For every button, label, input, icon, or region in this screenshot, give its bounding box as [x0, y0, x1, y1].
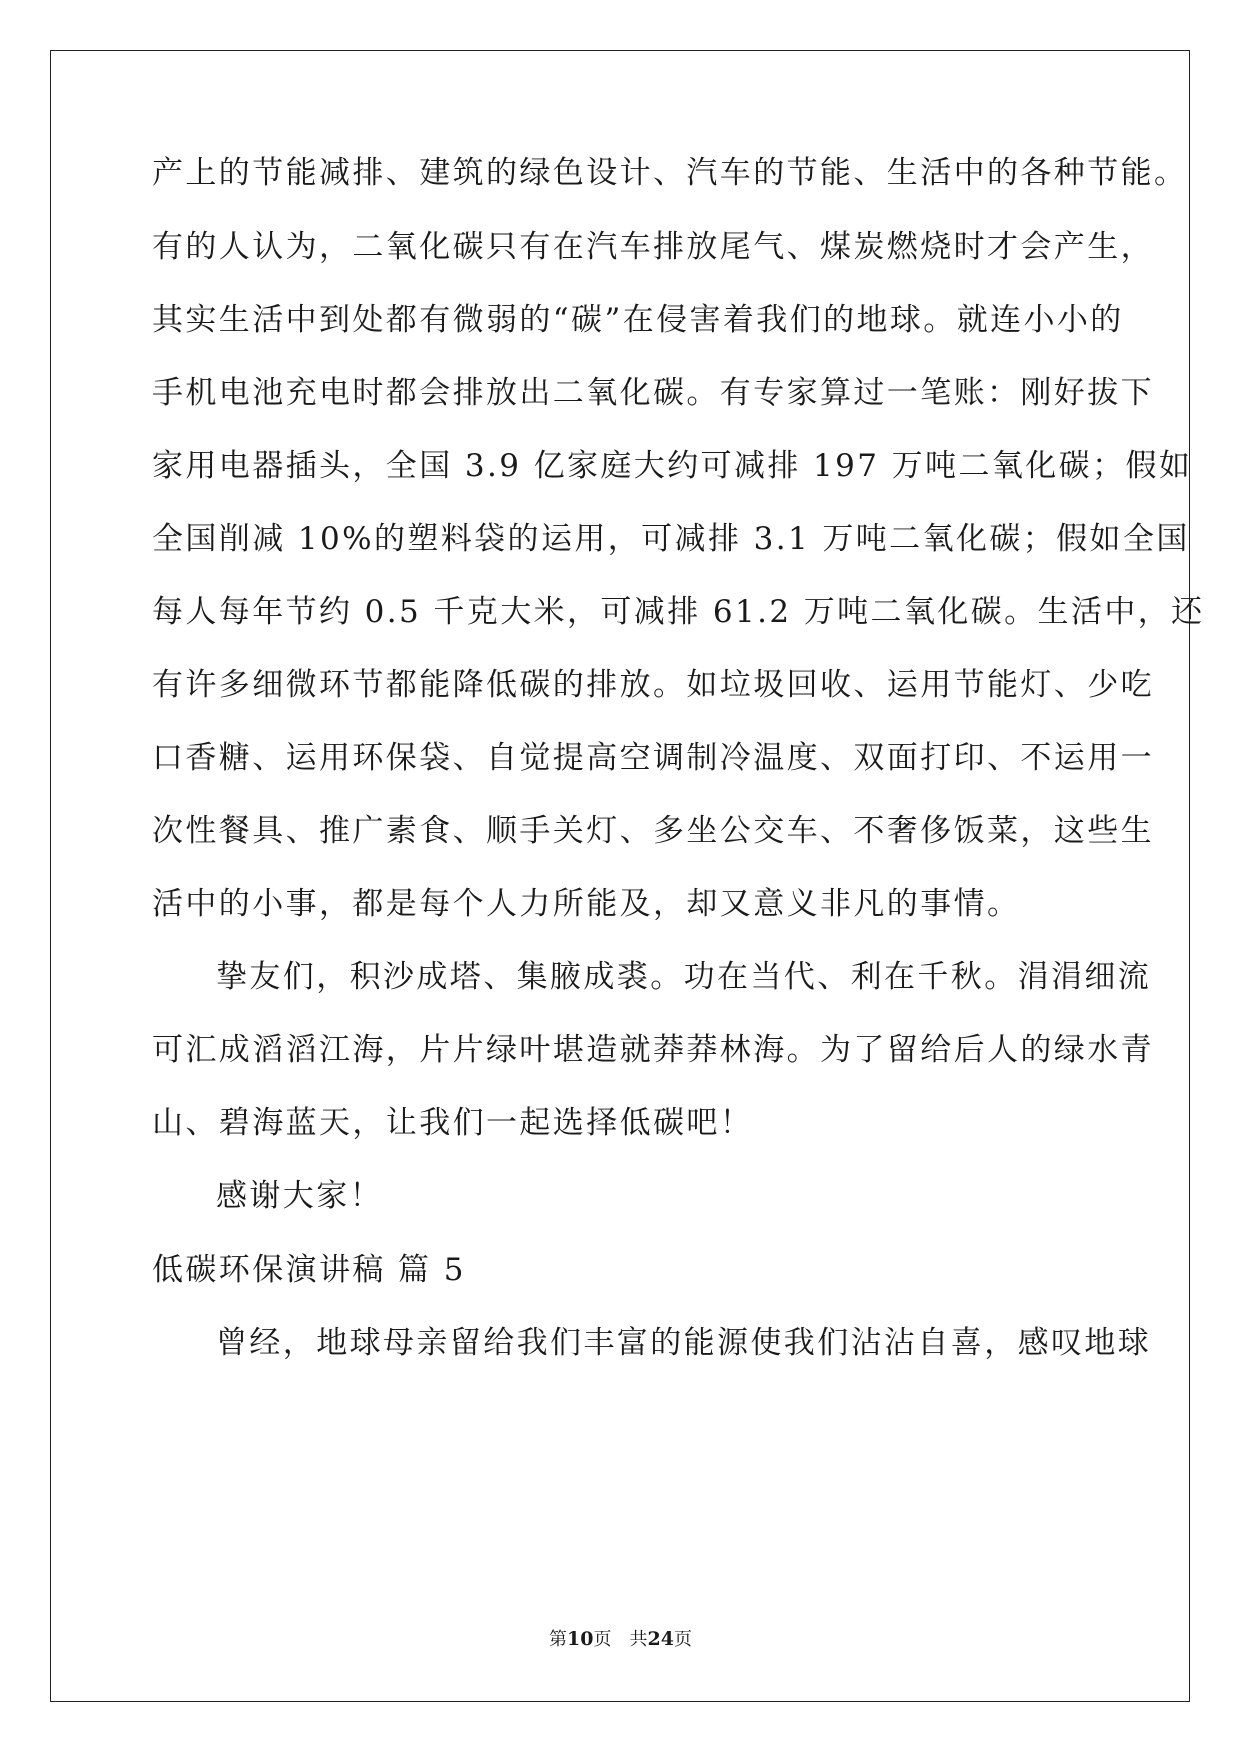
- body-line: 山、碧海蓝天，让我们一起选择低碳吧！: [152, 1105, 754, 1141]
- footer-page-prefix: 第: [549, 1629, 568, 1650]
- footer-page-number: 10: [567, 1628, 594, 1650]
- footer-total-pages: 24: [647, 1628, 674, 1650]
- body-line: 产上的节能减排、建筑的绿色设计、汽车的节能、生活中的各种节能。: [152, 155, 1188, 191]
- body-line: 有的人认为，二氧化碳只有在汽车排放尾气、煤炭燃烧时才会产生，: [152, 229, 1154, 265]
- footer-total-prefix: 共: [629, 1629, 648, 1650]
- page-border: [50, 50, 1193, 1702]
- body-line: 其实生活中到处都有微弱的“碳”在侵害着我们的地球。就连小小的: [152, 302, 1124, 338]
- page-footer: [0, 1630, 1241, 1649]
- body-line: 曾经，地球母亲留给我们丰富的能源使我们沾沾自喜，感叹地球: [216, 1325, 1152, 1361]
- body-line: 有许多细微环节都能降低碳的排放。如垃圾回收、运用节能灯、少吃: [152, 667, 1154, 703]
- footer-total-suffix: 页: [673, 1629, 692, 1650]
- closing-line: 感谢大家！: [216, 1178, 383, 1214]
- body-line: 次性餐具、推广素食、顺手关灯、多坐公交车、不奢侈饭菜，这些生: [152, 813, 1154, 849]
- body-line: 全国削减 10%的塑料袋的运用，可减排 3.1 万吨二氧化碳；假如全国: [152, 521, 1190, 557]
- body-line: 每人每年节约 0.5 千克大米，可减排 61.2 万吨二氧化碳。生活中，还: [152, 594, 1205, 630]
- footer-page-mid: 页: [593, 1629, 612, 1650]
- body-line: 挚友们，积沙成塔、集腋成裘。功在当代、利在千秋。涓涓细流: [216, 959, 1152, 995]
- body-line: 活中的小事，都是每个人力所能及，却又意义非凡的事情。: [152, 886, 1021, 922]
- body-line: 手机电池充电时都会排放出二氧化碳。有专家算过一笔账：刚好拔下: [152, 375, 1154, 411]
- body-line: 家用电器插头，全国 3.9 亿家庭大约可减排 197 万吨二氧化碳；假如: [152, 448, 1193, 484]
- body-line: 可汇成滔滔江海，片片绿叶堪造就莽莽林海。为了留给后人的绿水青: [152, 1032, 1154, 1068]
- section-heading: 低碳环保演讲稿 篇 5: [152, 1252, 466, 1288]
- body-line: 口香糖、运用环保袋、自觉提高空调制冷温度、双面打印、不运用一: [152, 740, 1154, 776]
